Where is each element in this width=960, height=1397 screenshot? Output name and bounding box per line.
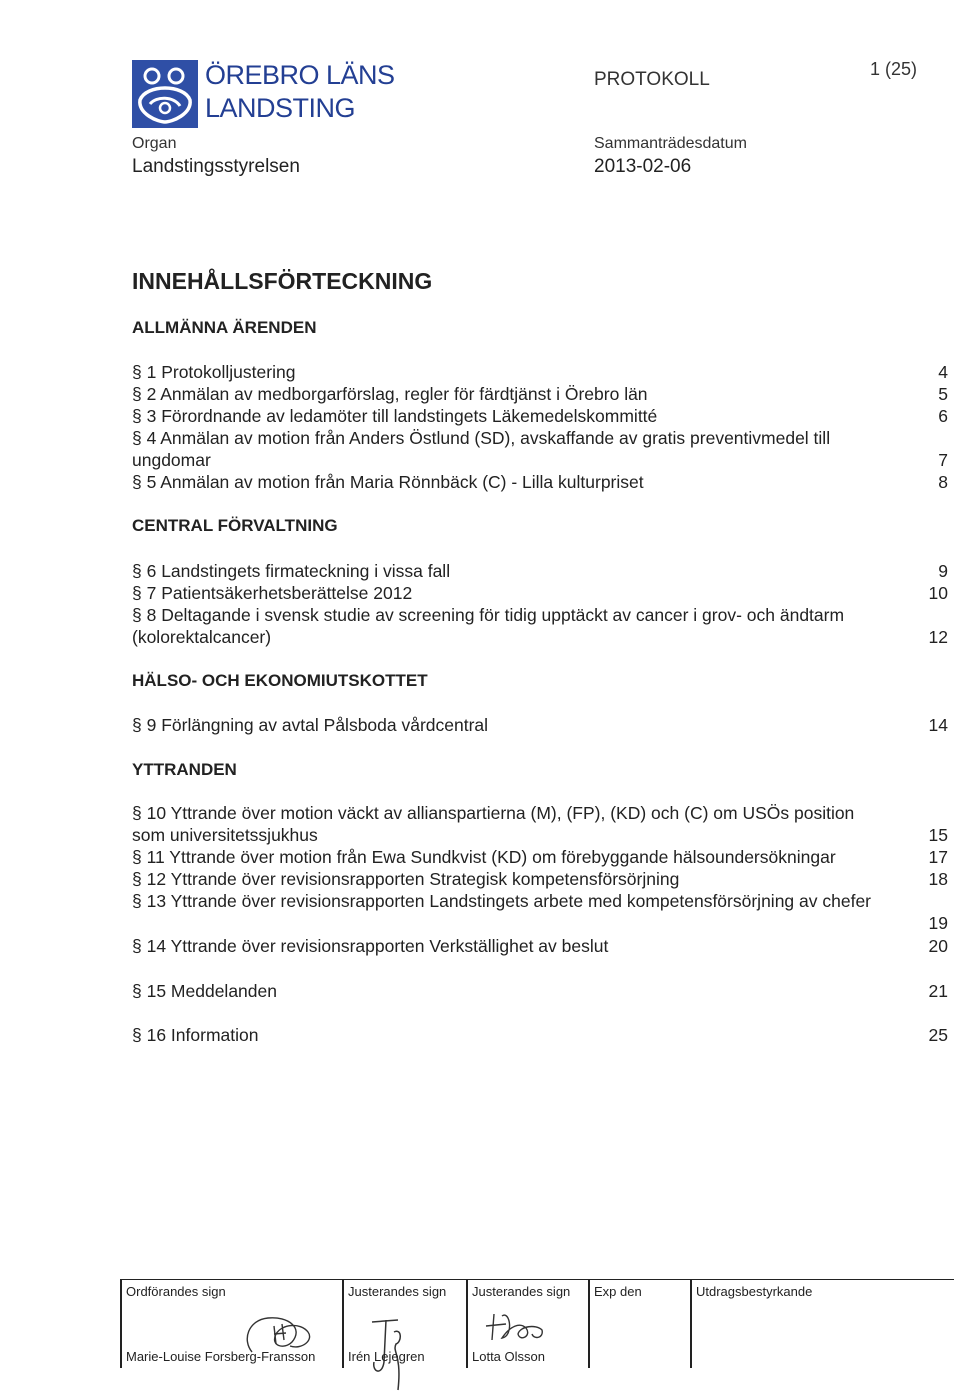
toc-item-text-continued: (kolorektalcancer) (132, 627, 272, 647)
toc-item-text: § 3 Förordnande av ledamöter till landstingets Läkemedelskommitté (132, 406, 658, 426)
chair-sign-label: Ordförandes sign (126, 1284, 226, 1299)
toc-item-page: 5 (938, 384, 948, 404)
toc-item-text: § 4 Anmälan av motion från Anders Östlund (SD), avskaffande av gratis preventivmedel till (132, 428, 831, 448)
toc-item-page: 7 (938, 450, 948, 470)
toc-item-text: § 8 Deltagande i svensk studie av screening för tidig upptäckt av cancer i grov- och ändtarm (132, 605, 845, 625)
toc-item-text: § 2 Anmälan av medborgarförslag, regler för färdtjänst i Örebro län (132, 384, 648, 404)
toc-item-text: § 12 Yttrande över revisionsrapporten Strategisk kompetensförsörjning (132, 869, 680, 889)
toc-item-text: § 14 Yttrande över revisionsrapporten Verkställighet av beslut (132, 936, 609, 956)
logo-line-2: LANDSTING (205, 93, 356, 123)
extract-cell (690, 1280, 954, 1368)
section-heading-halso: HÄLSO- OCH EKONOMIUTSKOTTET (132, 671, 428, 690)
toc-item-page: 10 (928, 583, 948, 603)
adjuster2-signature-cell (466, 1280, 588, 1368)
exp-label: Exp den (594, 1284, 642, 1299)
section-heading-central: CENTRAL FÖRVALTNING (132, 516, 338, 535)
signature-table (120, 1279, 954, 1368)
toc-item-page: 21 (928, 981, 948, 1001)
chair-name: Marie-Louise Forsberg-Fransson (126, 1349, 316, 1364)
section-heading-allmanna: ALLMÄNNA ÄRENDEN (132, 318, 317, 337)
date-label: Sammanträdesdatum (594, 135, 747, 152)
adjuster1-signature-cell (342, 1280, 466, 1368)
toc-item-text-continued: ungdomar (132, 450, 211, 470)
adjuster1-name: Irén Lejegren (348, 1349, 425, 1364)
toc-item-text: § 1 Protokolljustering (132, 362, 296, 382)
adjuster1-sign-label: Justerandes sign (348, 1284, 447, 1299)
extract-label: Utdragsbestyrkande (696, 1284, 813, 1299)
adjuster2-name: Lotta Olsson (472, 1349, 545, 1364)
adjuster1-signature-scribble-icon (358, 1302, 418, 1392)
page-number: 1 (25) (870, 59, 918, 79)
toc-item-page: 14 (928, 715, 948, 735)
organ-value: Landstingsstyrelsen (132, 156, 300, 177)
toc-item-text: § 7 Patientsäkerhetsberättelse 2012 (132, 583, 413, 603)
toc-item-page: 15 (928, 825, 948, 845)
chair-signature-cell (120, 1280, 342, 1368)
toc-item-page: 9 (938, 561, 948, 581)
adjuster2-sign-label: Justerandes sign (472, 1284, 571, 1299)
adjuster2-signature-scribble-icon (480, 1306, 550, 1346)
landsting-logo-icon (132, 60, 198, 128)
toc-item-text: § 15 Meddelanden (132, 981, 277, 1001)
section-heading-yttranden: YTTRANDEN (132, 760, 237, 779)
document-type: PROTOKOLL (594, 69, 710, 90)
toc-item-page: 8 (938, 472, 948, 492)
toc-item-page: 12 (928, 627, 948, 647)
toc-item-text-continued: som universitetssjukhus (132, 825, 318, 845)
toc-item-text: § 9 Förlängning av avtal Pålsboda vårdcentral (132, 715, 489, 735)
toc-item-page: 25 (928, 1025, 948, 1045)
page-title: INNEHÅLLSFÖRTECKNING (132, 268, 433, 294)
toc-item-page: 4 (938, 362, 948, 382)
toc-item-page: 19 (928, 913, 948, 933)
toc-item-text: § 13 Yttrande över revisionsrapporten Landstingets arbete med kompetensförsörjning av chefer (132, 891, 871, 911)
logo-line-1: ÖREBRO LÄNS (205, 60, 395, 90)
toc-item-page: 6 (938, 406, 948, 426)
toc-item-page: 20 (928, 936, 948, 956)
organ-label: Organ (132, 135, 177, 152)
toc-item-text: § 10 Yttrande över motion väckt av allianspartierna (M), (FP), (KD) och (C) om USÖs position (132, 803, 855, 823)
toc-item-text: § 5 Anmälan av motion från Maria Rönnbäck (C) - Lilla kulturpriset (132, 472, 644, 492)
exp-cell (588, 1280, 690, 1368)
date-value: 2013-02-06 (594, 156, 692, 177)
toc-item-text: § 11 Yttrande över motion från Ewa Sundkvist (KD) om förebyggande hälsoundersökningar (132, 847, 836, 867)
toc-item-page: 18 (928, 869, 948, 889)
toc-item-text: § 16 Information (132, 1025, 259, 1045)
toc-item-text: § 6 Landstingets firmateckning i vissa fall (132, 561, 451, 581)
toc-item-page: 17 (928, 847, 948, 867)
